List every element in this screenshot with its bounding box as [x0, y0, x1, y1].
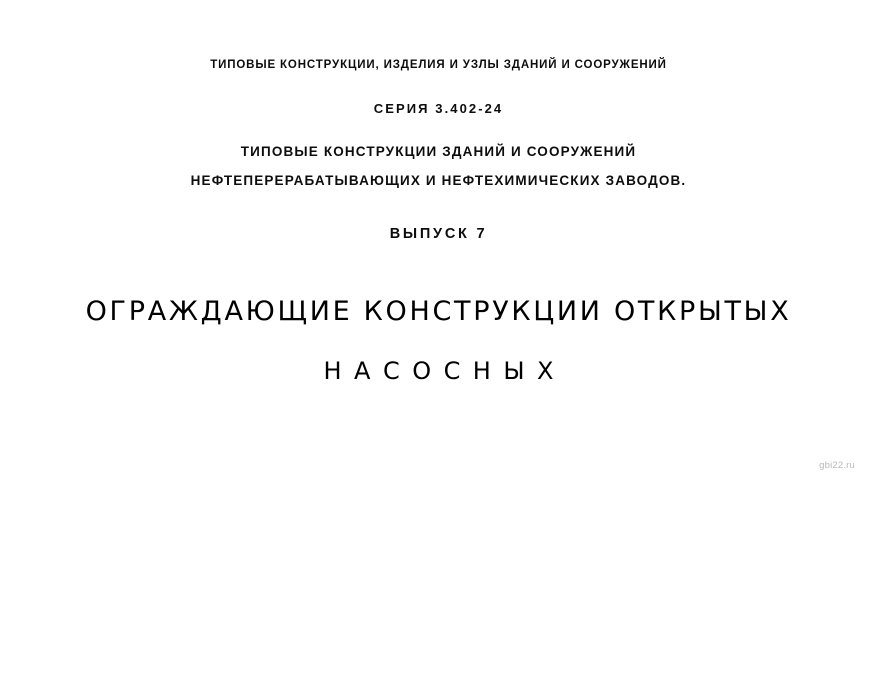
main-title-line-2: НАСОСНЫХ: [323, 357, 566, 385]
main-title-line-1: ОГРАЖДАЮЩИЕ КОНСТРУКЦИИ ОТКРЫТЫХ: [85, 296, 792, 327]
series-number: СЕРИЯ 3.402-24: [373, 101, 504, 116]
subtitle-line-2: НЕФТЕПЕРЕРАБАТЫВАЮЩИХ И НЕФТЕХИМИЧЕСКИХ ЗАВОДОВ.: [190, 173, 687, 188]
subtitle-line-1: ТИПОВЫЕ КОНСТРУКЦИИ ЗДАНИЙ И СООРУЖЕНИЙ: [240, 144, 637, 159]
issue-number: ВЫПУСК 7: [389, 226, 488, 242]
series-header: ТИПОВЫЕ КОНСТРУКЦИИ, ИЗДЕЛИЯ И УЗЛЫ ЗДАНИЙ И СООРУЖЕНИЙ: [210, 59, 667, 71]
watermark: gbi22.ru: [819, 460, 855, 471]
